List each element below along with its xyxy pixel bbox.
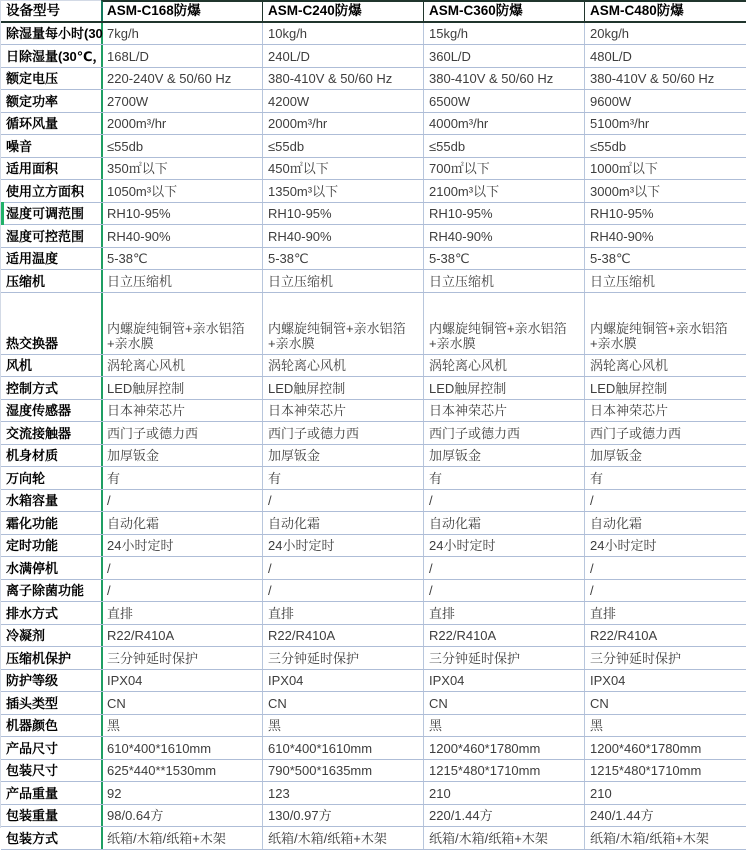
table-row	[1, 512, 746, 535]
value-cell[interactable]: 1215*480*1710mm	[423, 760, 584, 782]
value-cell[interactable]: 1215*480*1710mm	[584, 760, 746, 782]
value-cell[interactable]: 日本神荣芯片	[584, 400, 746, 422]
value-cell[interactable]: 4200W	[262, 90, 423, 112]
value-cell[interactable]: 西门子或德力西	[584, 422, 746, 444]
value-cell[interactable]: 1200*460*1780mm	[584, 737, 746, 759]
row-label-cell[interactable]: 噪音	[6, 138, 33, 154]
table-row	[1, 68, 746, 91]
value-cell[interactable]: 加厚钣金	[262, 445, 423, 467]
row-label-cell[interactable]: 万向轮	[6, 470, 46, 486]
value-cell[interactable]: 2000m³/hr	[101, 113, 262, 135]
value-cell[interactable]: CN	[101, 692, 262, 714]
table-row	[1, 647, 746, 670]
value-cell[interactable]: /	[262, 490, 423, 512]
row-label-cell[interactable]: 包装重量	[6, 808, 59, 823]
row-label-cell[interactable]: 机身材质	[6, 448, 59, 463]
value-cell[interactable]: 加厚钣金	[423, 445, 584, 467]
value-cell[interactable]: /	[423, 557, 584, 579]
value-cell[interactable]: R22/R410A	[584, 625, 746, 647]
table-row	[1, 355, 746, 378]
value-cell[interactable]: 自动化霜	[423, 512, 584, 534]
row-label-cell[interactable]: 压缩机保护	[6, 650, 72, 666]
value-cell[interactable]: 涡轮离心风机	[101, 355, 262, 377]
table-row	[1, 45, 746, 68]
value-cell[interactable]: 涡轮离心风机	[584, 355, 746, 377]
value-cell[interactable]: /	[101, 580, 262, 602]
value-cell[interactable]: 内螺旋纯铜管+亲水铝箔+亲水膜	[423, 293, 584, 354]
row-label-cell[interactable]: 风机	[6, 358, 33, 373]
value-cell[interactable]: 15kg/h	[423, 23, 584, 45]
value-cell[interactable]: 有	[423, 467, 584, 489]
value-cell[interactable]: 黑	[262, 715, 423, 737]
value-cell[interactable]: 6500W	[423, 90, 584, 112]
value-cell[interactable]: 24小时定时	[423, 535, 584, 557]
value-cell[interactable]: 210	[423, 782, 584, 804]
value-cell[interactable]: 2100m³以下	[423, 180, 584, 202]
value-cell[interactable]: 三分钟延时保护	[101, 647, 262, 669]
value-cell[interactable]: 三分钟延时保护	[423, 647, 584, 669]
value-cell[interactable]: 24小时定时	[262, 535, 423, 557]
value-cell[interactable]: CN	[423, 692, 584, 714]
value-cell[interactable]: 纸箱/木箱/纸箱+木架	[262, 827, 423, 849]
table-row	[1, 445, 746, 468]
row-label-cell[interactable]: 湿度可控范围	[6, 228, 85, 244]
value-cell[interactable]: 纸箱/木箱/纸箱+木架	[101, 827, 262, 849]
value-cell[interactable]: 西门子或德力西	[101, 422, 262, 444]
table-row	[1, 113, 746, 136]
value-cell[interactable]: IPX04	[584, 670, 746, 692]
value-cell[interactable]: 4000m³/hr	[423, 113, 584, 135]
table-row	[1, 760, 746, 783]
table-row	[1, 490, 746, 513]
table-row	[1, 225, 746, 248]
row-label-cell[interactable]: 除湿量每小时(30	[6, 26, 103, 41]
row-label-cell[interactable]: 插头类型	[6, 695, 59, 711]
row-label-cell[interactable]: 使用立方面积	[6, 183, 85, 199]
value-cell[interactable]: 380-410V & 50/60 Hz	[262, 68, 423, 90]
value-cell[interactable]: 日本神荣芯片	[101, 400, 262, 422]
row-label-cell[interactable]: 机器颜色	[6, 718, 59, 733]
table-row	[1, 557, 746, 580]
value-cell[interactable]: 2000m³/hr	[262, 113, 423, 135]
value-cell[interactable]: 5-38℃	[262, 248, 423, 270]
value-cell[interactable]: 日本神荣芯片	[423, 400, 584, 422]
table-row	[1, 377, 746, 400]
table-row	[1, 535, 746, 558]
table-row	[1, 158, 746, 181]
row-label-cell[interactable]: 冷凝剂	[6, 628, 46, 643]
value-cell[interactable]: 9600W	[584, 90, 746, 112]
value-cell[interactable]: /	[262, 580, 423, 602]
value-cell[interactable]: 加厚钣金	[584, 445, 746, 467]
value-cell[interactable]: /	[101, 490, 262, 512]
value-cell[interactable]: 直排	[101, 602, 262, 624]
value-cell[interactable]: RH40-90%	[262, 225, 423, 247]
value-cell[interactable]: 西门子或德力西	[423, 422, 584, 444]
value-cell[interactable]: ≤55db	[262, 135, 423, 157]
table-row	[1, 692, 746, 715]
value-cell[interactable]: 日立压缩机	[101, 270, 262, 292]
value-cell[interactable]: 黑	[584, 715, 746, 737]
value-cell[interactable]: 纸箱/木箱/纸箱+木架	[423, 827, 584, 849]
value-cell[interactable]: LED触屏控制	[101, 377, 262, 399]
table-row	[1, 782, 746, 805]
value-cell[interactable]: 内螺旋纯铜管+亲水铝箔+亲水膜	[584, 293, 746, 354]
value-cell[interactable]: 24小时定时	[584, 535, 746, 557]
value-cell[interactable]: 纸箱/木箱/纸箱+木架	[584, 827, 746, 849]
value-cell[interactable]: 黑	[101, 715, 262, 737]
value-cell[interactable]: 7kg/h	[101, 23, 262, 45]
value-cell[interactable]: 有	[101, 467, 262, 489]
value-cell[interactable]: /	[584, 557, 746, 579]
header-cell-model-4[interactable]: ASM-C480防爆	[584, 0, 746, 21]
value-cell[interactable]: 92	[101, 782, 262, 804]
value-cell[interactable]: /	[262, 557, 423, 579]
value-cell[interactable]: 直排	[584, 602, 746, 624]
value-cell[interactable]: 5100m³/hr	[584, 113, 746, 135]
value-cell[interactable]: 240/1.44方	[584, 805, 746, 827]
value-cell[interactable]: 168L/D	[101, 45, 262, 67]
value-cell[interactable]: /	[423, 580, 584, 602]
value-cell[interactable]: LED触屏控制	[423, 377, 584, 399]
table-row	[1, 715, 746, 738]
row-label-cell[interactable]: 产品尺寸	[6, 740, 59, 756]
value-cell[interactable]: 内螺旋纯铜管+亲水铝箔+亲水膜	[101, 293, 262, 354]
value-cell[interactable]: 3000m³以下	[584, 180, 746, 202]
value-cell[interactable]: R22/R410A	[101, 625, 262, 647]
value-cell[interactable]: 130/0.97方	[262, 805, 423, 827]
value-cell[interactable]: 自动化霜	[584, 512, 746, 534]
value-cell[interactable]: 24小时定时	[101, 535, 262, 557]
row-label-cell[interactable]: 额定电压	[6, 71, 59, 86]
row-label-cell[interactable]: 包装方式	[6, 830, 59, 846]
value-cell[interactable]: 直排	[423, 602, 584, 624]
row-label-cell[interactable]: 排水方式	[6, 605, 59, 621]
value-cell[interactable]: 日立压缩机	[262, 270, 423, 292]
table-row	[1, 248, 746, 271]
value-cell[interactable]: 加厚钣金	[101, 445, 262, 467]
value-cell[interactable]: RH10-95%	[423, 203, 584, 225]
table-row	[1, 737, 746, 760]
value-cell[interactable]: 5-38℃	[584, 248, 746, 270]
value-cell[interactable]: ≤55db	[423, 135, 584, 157]
value-cell[interactable]: 625*440**1530mm	[101, 760, 262, 782]
value-cell[interactable]: /	[423, 490, 584, 512]
table-row	[1, 827, 746, 850]
value-cell[interactable]: 790*500*1635mm	[262, 760, 423, 782]
value-cell[interactable]: 700㎡以下	[423, 158, 584, 180]
row-label-cell[interactable]: 交流接触器	[6, 425, 72, 441]
table-row	[1, 270, 746, 293]
row-label-cell[interactable]: 湿度传感器	[6, 403, 72, 418]
value-cell[interactable]: RH10-95%	[584, 203, 746, 225]
value-cell[interactable]: 610*400*1610mm	[101, 737, 262, 759]
value-cell[interactable]: 1200*460*1780mm	[423, 737, 584, 759]
value-cell[interactable]: 123	[262, 782, 423, 804]
value-cell[interactable]: 西门子或德力西	[262, 422, 423, 444]
row-label-cell[interactable]: 定时功能	[6, 538, 59, 553]
value-cell[interactable]: 1000㎡以下	[584, 158, 746, 180]
row-label-cell[interactable]: 压缩机	[6, 273, 46, 289]
table-row	[1, 580, 746, 603]
value-cell[interactable]: 直排	[262, 602, 423, 624]
table-row	[1, 400, 746, 423]
row-label-cell[interactable]: 水满停机	[6, 560, 59, 576]
header-cell-model-1[interactable]: ASM-C168防爆	[101, 0, 262, 21]
spec-table-header-row	[1, 0, 746, 23]
value-cell[interactable]: IPX04	[423, 670, 584, 692]
value-cell[interactable]: 涡轮离心风机	[423, 355, 584, 377]
value-cell[interactable]: 有	[262, 467, 423, 489]
value-cell[interactable]: 450㎡以下	[262, 158, 423, 180]
row-label-cell[interactable]: 水箱容量	[6, 493, 59, 508]
row-label-cell[interactable]: 适用温度	[6, 251, 59, 266]
row-label-cell[interactable]: 包装尺寸	[6, 763, 59, 778]
value-cell[interactable]: 三分钟延时保护	[584, 647, 746, 669]
value-cell[interactable]: 380-410V & 50/60 Hz	[584, 68, 746, 90]
value-cell[interactable]: /	[584, 580, 746, 602]
value-cell[interactable]: CN	[262, 692, 423, 714]
value-cell[interactable]: 240L/D	[262, 45, 423, 67]
value-cell[interactable]: /	[101, 557, 262, 579]
table-row	[1, 135, 746, 158]
value-cell[interactable]: 日本神荣芯片	[262, 400, 423, 422]
table-row	[1, 23, 746, 46]
table-row	[1, 467, 746, 490]
row-label-cell[interactable]: 湿度可调范围	[1, 203, 101, 225]
row-label-cell[interactable]: 控制方式	[6, 380, 59, 396]
row-label-cell[interactable]: 离子除菌功能	[6, 583, 85, 598]
table-row	[1, 203, 746, 226]
value-cell[interactable]: LED触屏控制	[584, 377, 746, 399]
value-cell[interactable]: 220-240V & 50/60 Hz	[101, 68, 262, 90]
value-cell[interactable]: RH10-95%	[101, 203, 262, 225]
value-cell[interactable]: 5-38℃	[423, 248, 584, 270]
value-cell[interactable]: ≤55db	[101, 135, 262, 157]
value-cell[interactable]: RH40-90%	[584, 225, 746, 247]
table-row	[1, 293, 746, 355]
value-cell[interactable]: 有	[584, 467, 746, 489]
value-cell[interactable]: 日立压缩机	[423, 270, 584, 292]
value-cell[interactable]: R22/R410A	[262, 625, 423, 647]
value-cell[interactable]: 210	[584, 782, 746, 804]
selection-accent-bar	[1, 202, 4, 226]
value-cell[interactable]: ≤55db	[584, 135, 746, 157]
value-cell[interactable]: 三分钟延时保护	[262, 647, 423, 669]
row-label-cell[interactable]: 产品重量	[6, 785, 59, 801]
value-cell[interactable]: 10kg/h	[262, 23, 423, 45]
row-label-cell[interactable]: 防护等级	[6, 673, 59, 688]
spec-table-body	[1, 23, 746, 850]
value-cell[interactable]: 1350m³以下	[262, 180, 423, 202]
value-cell[interactable]: 220/1.44方	[423, 805, 584, 827]
row-label-cell[interactable]: 霜化功能	[6, 515, 59, 531]
value-cell[interactable]: CN	[584, 692, 746, 714]
value-cell[interactable]: RH40-90%	[423, 225, 584, 247]
value-cell[interactable]: 1050m³以下	[101, 180, 262, 202]
table-row	[1, 90, 746, 113]
value-cell[interactable]: 360L/D	[423, 45, 584, 67]
value-cell[interactable]: 日立压缩机	[584, 270, 746, 292]
value-cell[interactable]: RH40-90%	[101, 225, 262, 247]
value-cell[interactable]: 黑	[423, 715, 584, 737]
value-cell[interactable]: 涡轮离心风机	[262, 355, 423, 377]
table-row	[1, 625, 746, 648]
value-cell[interactable]: 5-38℃	[101, 248, 262, 270]
value-cell[interactable]: 98/0.64方	[101, 805, 262, 827]
table-row	[1, 602, 746, 625]
table-row	[1, 180, 746, 203]
value-cell[interactable]: 350㎡以下	[101, 158, 262, 180]
value-cell[interactable]: /	[584, 490, 746, 512]
table-row	[1, 422, 746, 445]
value-cell[interactable]: RH10-95%	[262, 203, 423, 225]
table-row	[1, 670, 746, 693]
header-cell-model-label[interactable]: 设备型号	[1, 0, 101, 21]
value-cell[interactable]: 380-410V & 50/60 Hz	[423, 68, 584, 90]
header-cell-model-3[interactable]: ASM-C360防爆	[423, 0, 584, 21]
value-cell[interactable]: IPX04	[101, 670, 262, 692]
value-cell[interactable]: 2700W	[101, 90, 262, 112]
value-cell[interactable]: 内螺旋纯铜管+亲水铝箔+亲水膜	[262, 293, 423, 354]
value-cell[interactable]: 610*400*1610mm	[262, 737, 423, 759]
value-cell[interactable]: LED触屏控制	[262, 377, 423, 399]
value-cell[interactable]: 20kg/h	[584, 23, 746, 45]
table-row	[1, 805, 746, 828]
value-cell[interactable]: R22/R410A	[423, 625, 584, 647]
row-label-cell[interactable]: 热交换器	[6, 335, 59, 351]
value-cell[interactable]: 自动化霜	[262, 512, 423, 534]
value-cell[interactable]: 自动化霜	[101, 512, 262, 534]
header-cell-model-2[interactable]: ASM-C240防爆	[262, 0, 423, 21]
row-label-cell[interactable]: 日除湿量(30℃，	[6, 48, 106, 64]
value-cell[interactable]: 480L/D	[584, 45, 746, 67]
value-cell[interactable]: IPX04	[262, 670, 423, 692]
row-label-cell[interactable]: 适用面积	[6, 161, 59, 176]
row-label-cell[interactable]: 循环风量	[6, 116, 59, 131]
row-label-cell[interactable]: 额定功率	[6, 93, 59, 109]
